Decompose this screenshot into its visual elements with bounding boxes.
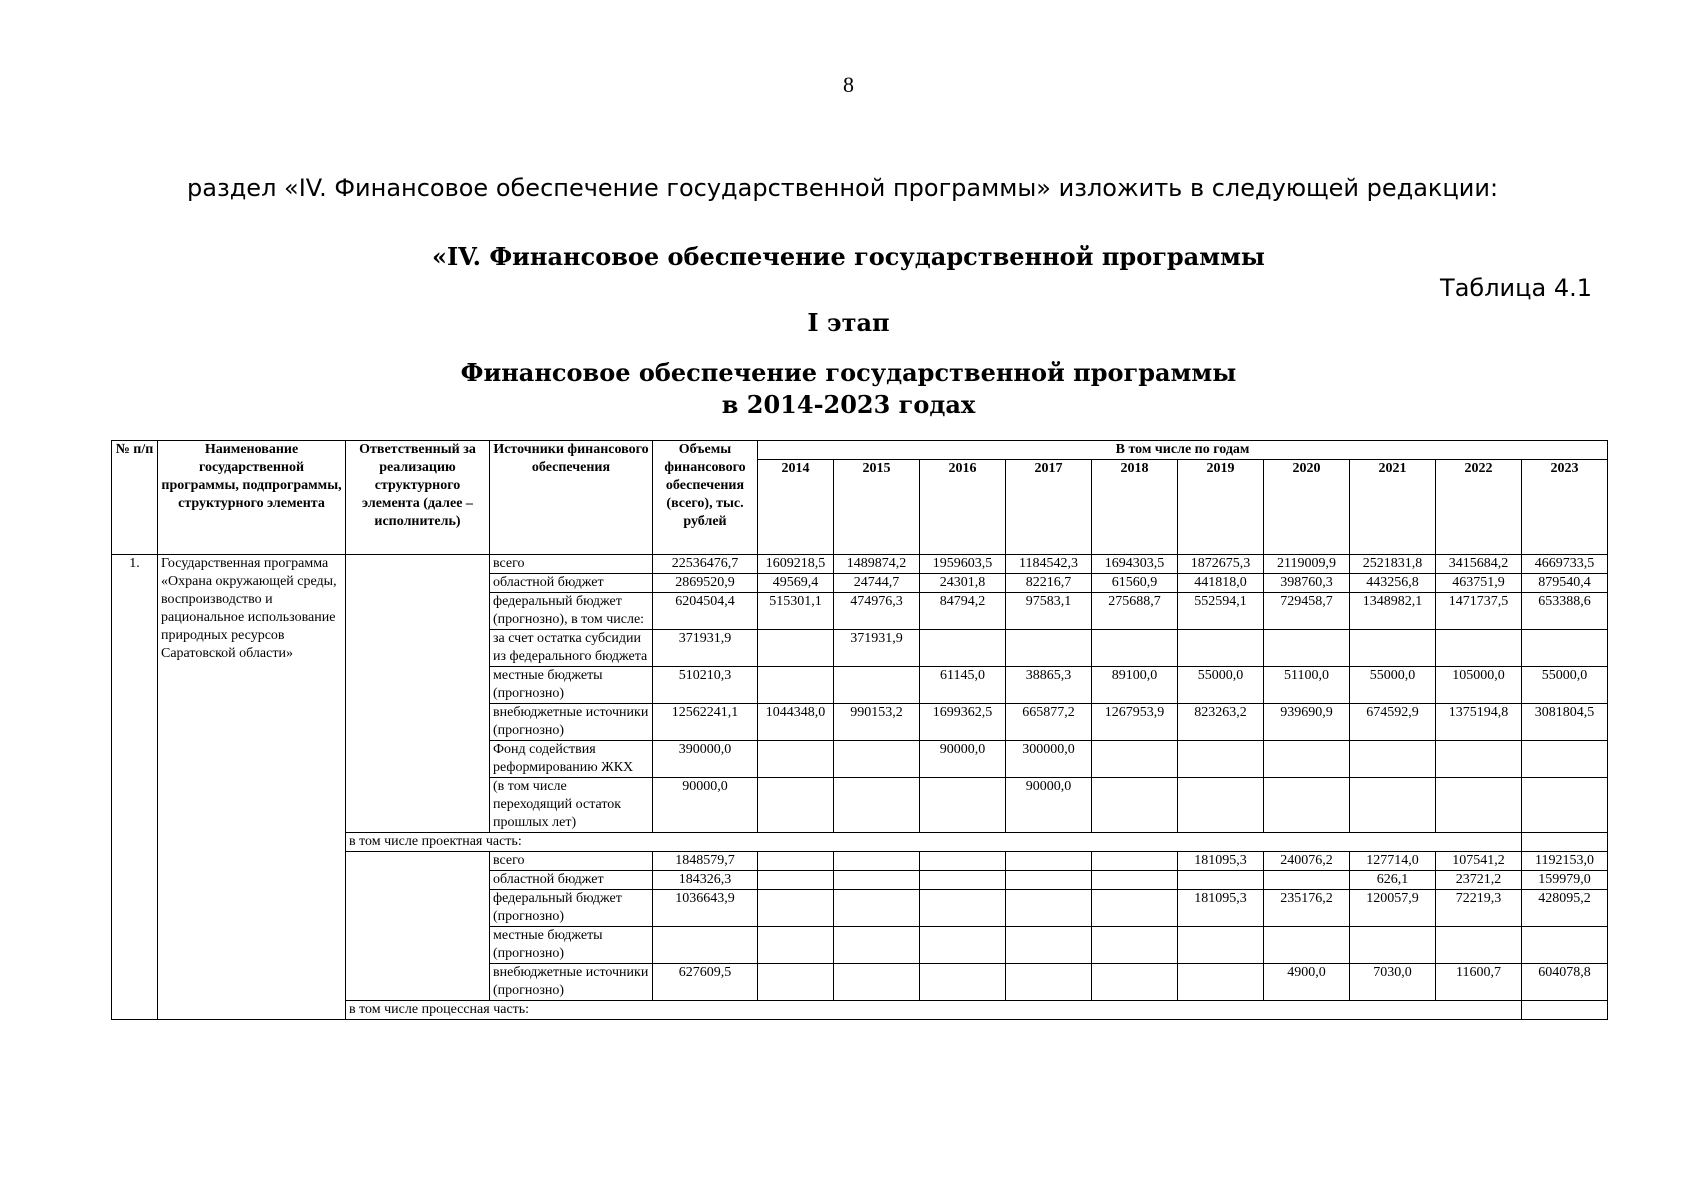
year-value-cell: 107541,2: [1436, 852, 1522, 871]
year-value-cell: [1092, 890, 1178, 927]
table-title-line1: Финансовое обеспечение государственной программы: [460, 358, 1237, 387]
year-value-cell: [1006, 927, 1092, 964]
item-name: Государственная программа «Охрана окружающей среды, воспроизводство и рациональное использование природных ресурсов Саратовской области»: [158, 555, 346, 1020]
year-value-cell: [834, 871, 920, 890]
header-source: Источники финансового обеспечения: [490, 441, 653, 555]
source-cell: всего: [490, 555, 653, 574]
item-number: 1.: [112, 555, 158, 1020]
year-value-cell: 61145,0: [920, 667, 1006, 704]
total-cell: 2869520,9: [653, 574, 758, 593]
year-value-cell: 97583,1: [1006, 593, 1092, 630]
header-num: № п/п: [112, 441, 158, 555]
header-responsible: Ответственный за реализацию структурного элемента (далее – исполнитель): [346, 441, 490, 555]
year-value-cell: 90000,0: [920, 741, 1006, 778]
year-value-cell: 49569,4: [758, 574, 834, 593]
year-value-cell: 674592,9: [1350, 704, 1436, 741]
year-value-cell: 181095,3: [1178, 890, 1264, 927]
year-value-cell: 1959603,5: [920, 555, 1006, 574]
source-cell: внебюджетные источники (прогнозно): [490, 964, 653, 1001]
source-cell: местные бюджеты (прогнозно): [490, 927, 653, 964]
total-cell: 390000,0: [653, 741, 758, 778]
financing-table: [111, 440, 1608, 1020]
project-part-note: в том числе проектная часть:: [346, 833, 1522, 852]
responsible-cell: [346, 852, 490, 1001]
year-value-cell: [834, 964, 920, 1001]
year-value-cell: [1006, 890, 1092, 927]
source-cell: всего: [490, 852, 653, 871]
year-value-cell: [920, 964, 1006, 1001]
year-value-cell: [758, 964, 834, 1001]
source-cell: федеральный бюджет (прогнозно), в том числе:: [490, 593, 653, 630]
total-cell: 510210,3: [653, 667, 758, 704]
year-value-cell: [1092, 630, 1178, 667]
year-value-cell: 51100,0: [1264, 667, 1350, 704]
year-value-cell: 515301,1: [758, 593, 834, 630]
year-value-cell: [1006, 964, 1092, 1001]
year-value-cell: [1436, 741, 1522, 778]
year-value-cell: 729458,7: [1264, 593, 1350, 630]
section-title: «IV. Финансовое обеспечение государственной программы: [431, 242, 1265, 271]
year-value-cell: 3081804,5: [1522, 704, 1608, 741]
header-year: 2015: [834, 460, 920, 555]
year-value-cell: [1522, 630, 1608, 667]
year-value-cell: 1375194,8: [1436, 704, 1522, 741]
year-value-cell: 1471737,5: [1436, 593, 1522, 630]
year-value-cell: 235176,2: [1264, 890, 1350, 927]
year-value-cell: [758, 667, 834, 704]
year-value-cell: 127714,0: [1350, 852, 1436, 871]
year-value-cell: [920, 871, 1006, 890]
year-value-cell: 1699362,5: [920, 704, 1006, 741]
year-value-cell: [1178, 927, 1264, 964]
empty-cell: [1522, 1001, 1608, 1020]
header-year: 2021: [1350, 460, 1436, 555]
year-value-cell: [1522, 927, 1608, 964]
year-value-cell: 3415684,2: [1436, 555, 1522, 574]
year-value-cell: 879540,4: [1522, 574, 1608, 593]
year-value-cell: [758, 852, 834, 871]
header-year: 2022: [1436, 460, 1522, 555]
year-value-cell: [1006, 852, 1092, 871]
year-value-cell: 105000,0: [1436, 667, 1522, 704]
table-title-line2: в 2014-2023 годах: [721, 390, 976, 419]
year-value-cell: 7030,0: [1350, 964, 1436, 1001]
year-value-cell: [920, 890, 1006, 927]
year-value-cell: 990153,2: [834, 704, 920, 741]
year-value-cell: [758, 927, 834, 964]
year-value-cell: [758, 741, 834, 778]
year-value-cell: 24301,8: [920, 574, 1006, 593]
source-cell: местные бюджеты (прогнозно): [490, 667, 653, 704]
year-value-cell: [834, 852, 920, 871]
year-value-cell: 1192153,0: [1522, 852, 1608, 871]
year-value-cell: 939690,9: [1264, 704, 1350, 741]
year-value-cell: [1436, 778, 1522, 833]
year-value-cell: 1872675,3: [1178, 555, 1264, 574]
year-value-cell: 23721,2: [1436, 871, 1522, 890]
source-cell: федеральный бюджет (прогнозно): [490, 890, 653, 927]
year-value-cell: [1092, 741, 1178, 778]
year-value-cell: 72219,3: [1436, 890, 1522, 927]
year-value-cell: [920, 927, 1006, 964]
total-cell: 90000,0: [653, 778, 758, 833]
year-value-cell: [1436, 630, 1522, 667]
year-value-cell: [1006, 630, 1092, 667]
year-value-cell: [1092, 852, 1178, 871]
year-value-cell: [920, 630, 1006, 667]
year-value-cell: 1044348,0: [758, 704, 834, 741]
year-value-cell: 823263,2: [1178, 704, 1264, 741]
year-value-cell: 61560,9: [1092, 574, 1178, 593]
year-value-cell: [1350, 630, 1436, 667]
year-value-cell: 665877,2: [1006, 704, 1092, 741]
total-cell: 22536476,7: [653, 555, 758, 574]
year-value-cell: 626,1: [1350, 871, 1436, 890]
year-value-cell: [1522, 741, 1608, 778]
header-year: 2023: [1522, 460, 1608, 555]
responsible-cell: [346, 555, 490, 833]
year-value-cell: 371931,9: [834, 630, 920, 667]
year-value-cell: 90000,0: [1006, 778, 1092, 833]
year-value-cell: 4900,0: [1264, 964, 1350, 1001]
year-value-cell: [1178, 778, 1264, 833]
total-cell: 184326,3: [653, 871, 758, 890]
year-value-cell: 55000,0: [1350, 667, 1436, 704]
year-value-cell: 441818,0: [1178, 574, 1264, 593]
year-value-cell: 84794,2: [920, 593, 1006, 630]
year-value-cell: 2119009,9: [1264, 555, 1350, 574]
total-cell: 627609,5: [653, 964, 758, 1001]
total-cell: 6204504,4: [653, 593, 758, 630]
year-value-cell: [758, 778, 834, 833]
year-value-cell: 2521831,8: [1350, 555, 1436, 574]
year-value-cell: 398760,3: [1264, 574, 1350, 593]
year-value-cell: [758, 890, 834, 927]
year-value-cell: 55000,0: [1522, 667, 1608, 704]
year-value-cell: [1436, 927, 1522, 964]
header-year: 2016: [920, 460, 1006, 555]
year-value-cell: 552594,1: [1178, 593, 1264, 630]
year-value-cell: 275688,7: [1092, 593, 1178, 630]
year-value-cell: 55000,0: [1178, 667, 1264, 704]
year-value-cell: [834, 667, 920, 704]
table-row: [112, 555, 1608, 574]
year-value-cell: [1264, 630, 1350, 667]
source-cell: за счет остатка субсидии из федерального бюджета: [490, 630, 653, 667]
year-value-cell: 89100,0: [1092, 667, 1178, 704]
header-year: 2017: [1006, 460, 1092, 555]
year-value-cell: [1092, 871, 1178, 890]
year-value-cell: [1350, 741, 1436, 778]
year-value-cell: 474976,3: [834, 593, 920, 630]
year-value-cell: [1178, 964, 1264, 1001]
year-value-cell: 4669733,5: [1522, 555, 1608, 574]
year-value-cell: [1350, 927, 1436, 964]
source-cell: Фонд содействия реформированию ЖКХ: [490, 741, 653, 778]
stage-heading: I этап: [807, 308, 890, 337]
year-value-cell: 181095,3: [1178, 852, 1264, 871]
total-cell: 12562241,1: [653, 704, 758, 741]
table-label: Таблица 4.1: [1440, 274, 1592, 302]
year-value-cell: [834, 927, 920, 964]
year-value-cell: [1092, 927, 1178, 964]
year-value-cell: [1350, 778, 1436, 833]
year-value-cell: [1264, 778, 1350, 833]
header-year: 2020: [1264, 460, 1350, 555]
year-value-cell: [1264, 871, 1350, 890]
year-value-cell: 11600,7: [1436, 964, 1522, 1001]
year-value-cell: [1092, 964, 1178, 1001]
year-value-cell: 463751,9: [1436, 574, 1522, 593]
process-part-note: в том числе процессная часть:: [346, 1001, 1522, 1020]
year-value-cell: 604078,8: [1522, 964, 1608, 1001]
year-value-cell: 1267953,9: [1092, 704, 1178, 741]
year-value-cell: 428095,2: [1522, 890, 1608, 927]
year-value-cell: 1489874,2: [834, 555, 920, 574]
total-cell: 371931,9: [653, 630, 758, 667]
year-value-cell: [1178, 741, 1264, 778]
page-number: 8: [843, 72, 854, 97]
year-value-cell: 300000,0: [1006, 741, 1092, 778]
year-value-cell: 1348982,1: [1350, 593, 1436, 630]
empty-cell: [1522, 833, 1608, 852]
total-cell: 1848579,7: [653, 852, 758, 871]
header-name: Наименование государственной программы, подпрограммы, структурного элемента: [158, 441, 346, 555]
year-value-cell: [1006, 871, 1092, 890]
year-value-cell: [1264, 741, 1350, 778]
year-value-cell: 653388,6: [1522, 593, 1608, 630]
year-value-cell: 82216,7: [1006, 574, 1092, 593]
year-value-cell: 1609218,5: [758, 555, 834, 574]
source-cell: (в том числе переходящий остаток прошлых лет): [490, 778, 653, 833]
year-value-cell: [920, 778, 1006, 833]
year-value-cell: 1694303,5: [1092, 555, 1178, 574]
year-value-cell: [1178, 630, 1264, 667]
year-value-cell: [1522, 778, 1608, 833]
intro-text: раздел «IV. Финансовое обеспечение государственной программы» изложить в следующей редакции:: [187, 174, 1499, 202]
header-years-group: В том числе по годам: [758, 441, 1608, 460]
year-value-cell: [758, 630, 834, 667]
year-value-cell: [834, 741, 920, 778]
year-value-cell: 1184542,3: [1006, 555, 1092, 574]
year-value-cell: [834, 890, 920, 927]
header-volume: Объемы финансового обеспечения (всего), тыс. рублей: [653, 441, 758, 555]
header-year: 2019: [1178, 460, 1264, 555]
source-cell: внебюджетные источники (прогнозно): [490, 704, 653, 741]
year-value-cell: [920, 852, 1006, 871]
year-value-cell: 240076,2: [1264, 852, 1350, 871]
source-cell: областной бюджет: [490, 871, 653, 890]
year-value-cell: [1092, 778, 1178, 833]
year-value-cell: 24744,7: [834, 574, 920, 593]
header-year: 2018: [1092, 460, 1178, 555]
year-value-cell: [1178, 871, 1264, 890]
total-cell: 1036643,9: [653, 890, 758, 927]
year-value-cell: 38865,3: [1006, 667, 1092, 704]
source-cell: областной бюджет: [490, 574, 653, 593]
year-value-cell: 120057,9: [1350, 890, 1436, 927]
year-value-cell: [1264, 927, 1350, 964]
header-year: 2014: [758, 460, 834, 555]
year-value-cell: 443256,8: [1350, 574, 1436, 593]
year-value-cell: 159979,0: [1522, 871, 1608, 890]
total-cell: [653, 927, 758, 964]
year-value-cell: [758, 871, 834, 890]
year-value-cell: [834, 778, 920, 833]
